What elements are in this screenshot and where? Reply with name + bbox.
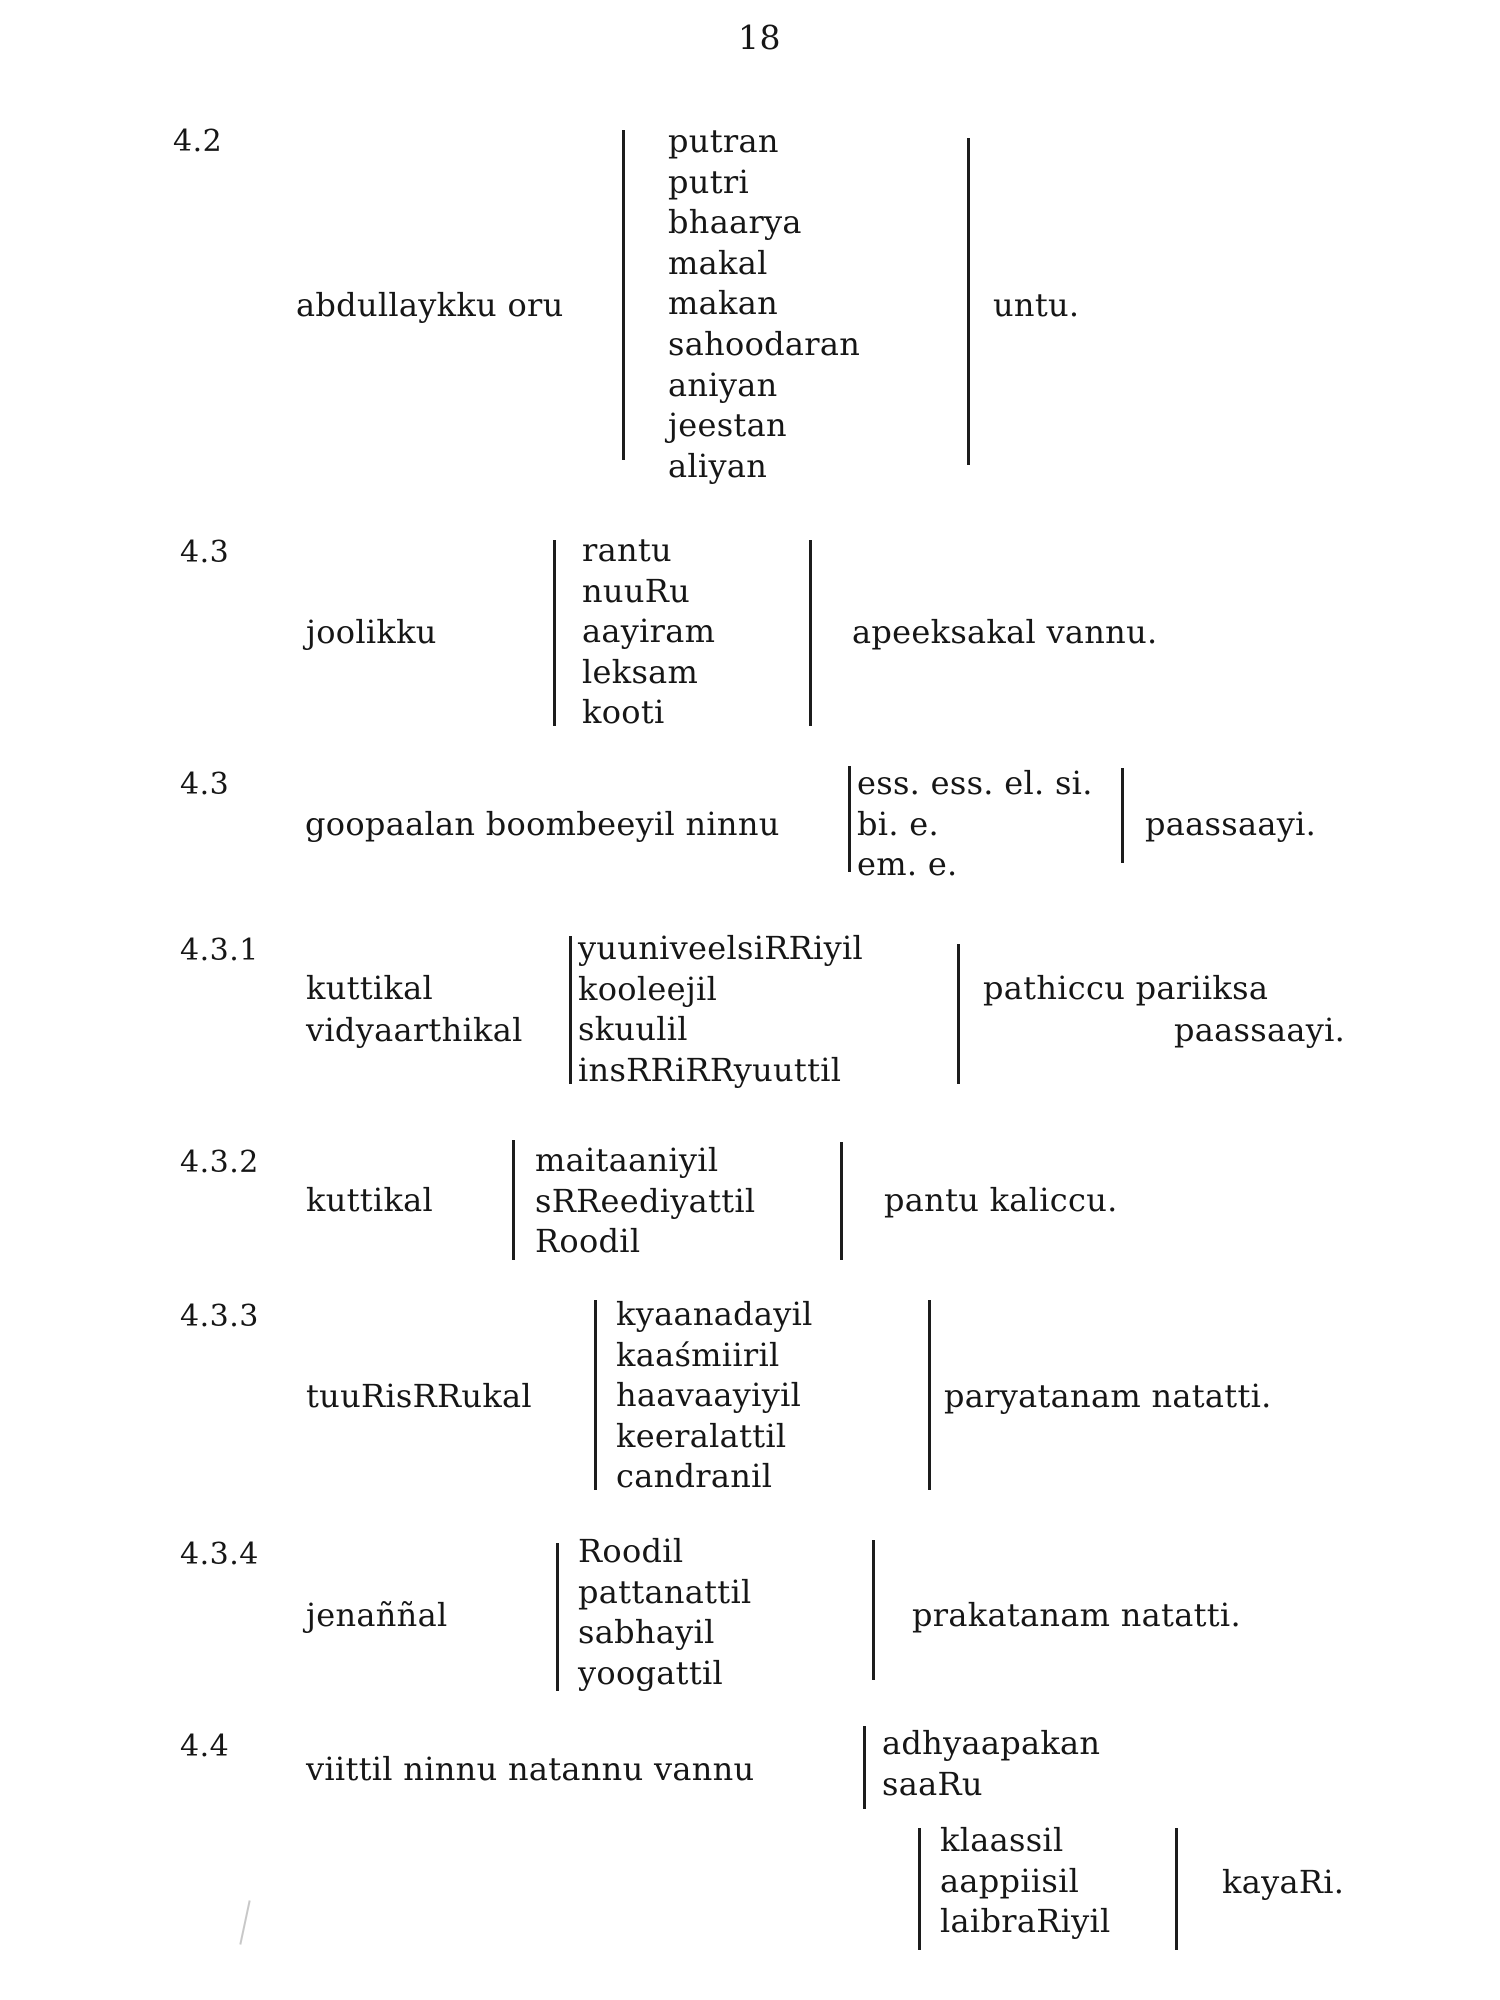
option: saaRu — [882, 1764, 983, 1803]
option: makan — [668, 284, 778, 323]
options-list — [616, 1294, 813, 1497]
option: aliyan — [668, 446, 768, 485]
bracket-left — [594, 1300, 597, 1490]
bracket-left — [512, 1140, 515, 1260]
predicate: pantu kaliccu. — [884, 1181, 1118, 1219]
entry-number: 4.3 — [180, 767, 230, 802]
option: kooti — [582, 693, 665, 732]
option: bhaarya — [668, 203, 802, 242]
entry-number: 4.3.1 — [180, 933, 259, 968]
options-list — [578, 1531, 752, 1693]
subject: abdullaykku oru — [296, 286, 564, 324]
options-list — [882, 1723, 1100, 1804]
option: jeestan — [668, 406, 787, 445]
option: laibraRiyil — [940, 1902, 1111, 1941]
option: aayiram — [582, 612, 716, 651]
page-number: 18 — [738, 18, 781, 57]
option: keeralattil — [616, 1416, 787, 1455]
predicate: kayaRi. — [1222, 1863, 1345, 1901]
bracket-right — [1121, 768, 1124, 863]
option: klaassil — [940, 1821, 1064, 1859]
option: aappiisil — [940, 1861, 1080, 1900]
subject: kuttikal — [306, 1181, 434, 1219]
option: adhyaapakan — [882, 1724, 1101, 1762]
option: yoogattil — [578, 1653, 724, 1692]
options-list — [668, 121, 860, 486]
option: kooleejil — [578, 969, 718, 1008]
predicate: untu. — [993, 286, 1080, 324]
option: yuuniveelsiRRiyil — [578, 929, 864, 967]
option: kyaanadayil — [616, 1295, 813, 1333]
options-list — [582, 530, 715, 733]
entry-number: 4.3.3 — [180, 1299, 259, 1334]
scan-mark — [239, 1900, 250, 1944]
option: candranil — [616, 1457, 773, 1496]
option: insRRiRRyuuttil — [578, 1050, 842, 1089]
bracket-left — [918, 1828, 921, 1950]
option: kaaśmiiril — [616, 1335, 780, 1374]
option: nuuRu — [582, 571, 691, 610]
option: sahoodaran — [668, 324, 861, 363]
bracket-right — [967, 138, 970, 465]
options-list — [535, 1140, 755, 1262]
predicate: paassaayi. — [1174, 1011, 1346, 1049]
option: haavaayiyil — [616, 1376, 802, 1415]
predicate: apeeksakal vannu. — [852, 613, 1158, 651]
subject: goopaalan boombeeyil ninnu — [305, 805, 780, 843]
entry-number: 4.3 — [180, 535, 230, 570]
option: skuulil — [578, 1010, 688, 1049]
subject: joolikku — [306, 613, 437, 651]
predicate: prakatanam natatti. — [912, 1596, 1241, 1634]
bracket-right — [809, 540, 812, 726]
subject: viittil ninnu natannu vannu — [306, 1750, 755, 1788]
option: bi. e. — [857, 804, 939, 843]
bracket-left — [848, 766, 851, 872]
bracket-left — [553, 540, 556, 726]
bracket-right — [1175, 1828, 1178, 1950]
bracket-right — [928, 1300, 931, 1490]
option: rantu — [582, 531, 672, 569]
bracket-right — [840, 1142, 843, 1260]
predicate: pathiccu pariiksa — [983, 969, 1269, 1007]
options-list — [578, 928, 863, 1090]
option: em. e. — [857, 845, 958, 884]
bracket-left — [622, 130, 625, 460]
entry-number: 4.2 — [173, 124, 223, 159]
bracket-right — [872, 1540, 875, 1680]
subject: tuuRisRRukal — [306, 1377, 532, 1415]
option: sRReediyattil — [535, 1181, 756, 1220]
option: putran — [668, 122, 779, 160]
bracket-left — [569, 936, 572, 1084]
option: maitaaniyil — [535, 1141, 719, 1179]
bracket-left — [556, 1543, 559, 1691]
option: pattanattil — [578, 1572, 752, 1611]
option: ess. ess. el. si. — [857, 764, 1093, 802]
option: Roodil — [578, 1532, 684, 1570]
option: sabhayil — [578, 1613, 715, 1652]
options-list — [940, 1820, 1111, 1942]
bracket-left — [863, 1726, 866, 1809]
entry-number: 4.3.4 — [180, 1537, 259, 1572]
options-list — [857, 763, 1093, 885]
subject: jenaññal — [306, 1596, 448, 1634]
option: makal — [668, 243, 768, 282]
predicate: paryatanam natatti. — [944, 1377, 1272, 1415]
option: leksam — [582, 652, 699, 691]
entry-number: 4.3.2 — [180, 1145, 259, 1180]
predicate: paassaayi. — [1145, 805, 1317, 843]
subject: vidyaarthikal — [306, 1011, 523, 1049]
option: putri — [668, 162, 749, 201]
option: aniyan — [668, 365, 778, 404]
subject: kuttikal — [306, 969, 434, 1007]
entry-number: 4.4 — [180, 1729, 230, 1764]
bracket-right — [957, 944, 960, 1084]
option: Roodil — [535, 1222, 641, 1261]
